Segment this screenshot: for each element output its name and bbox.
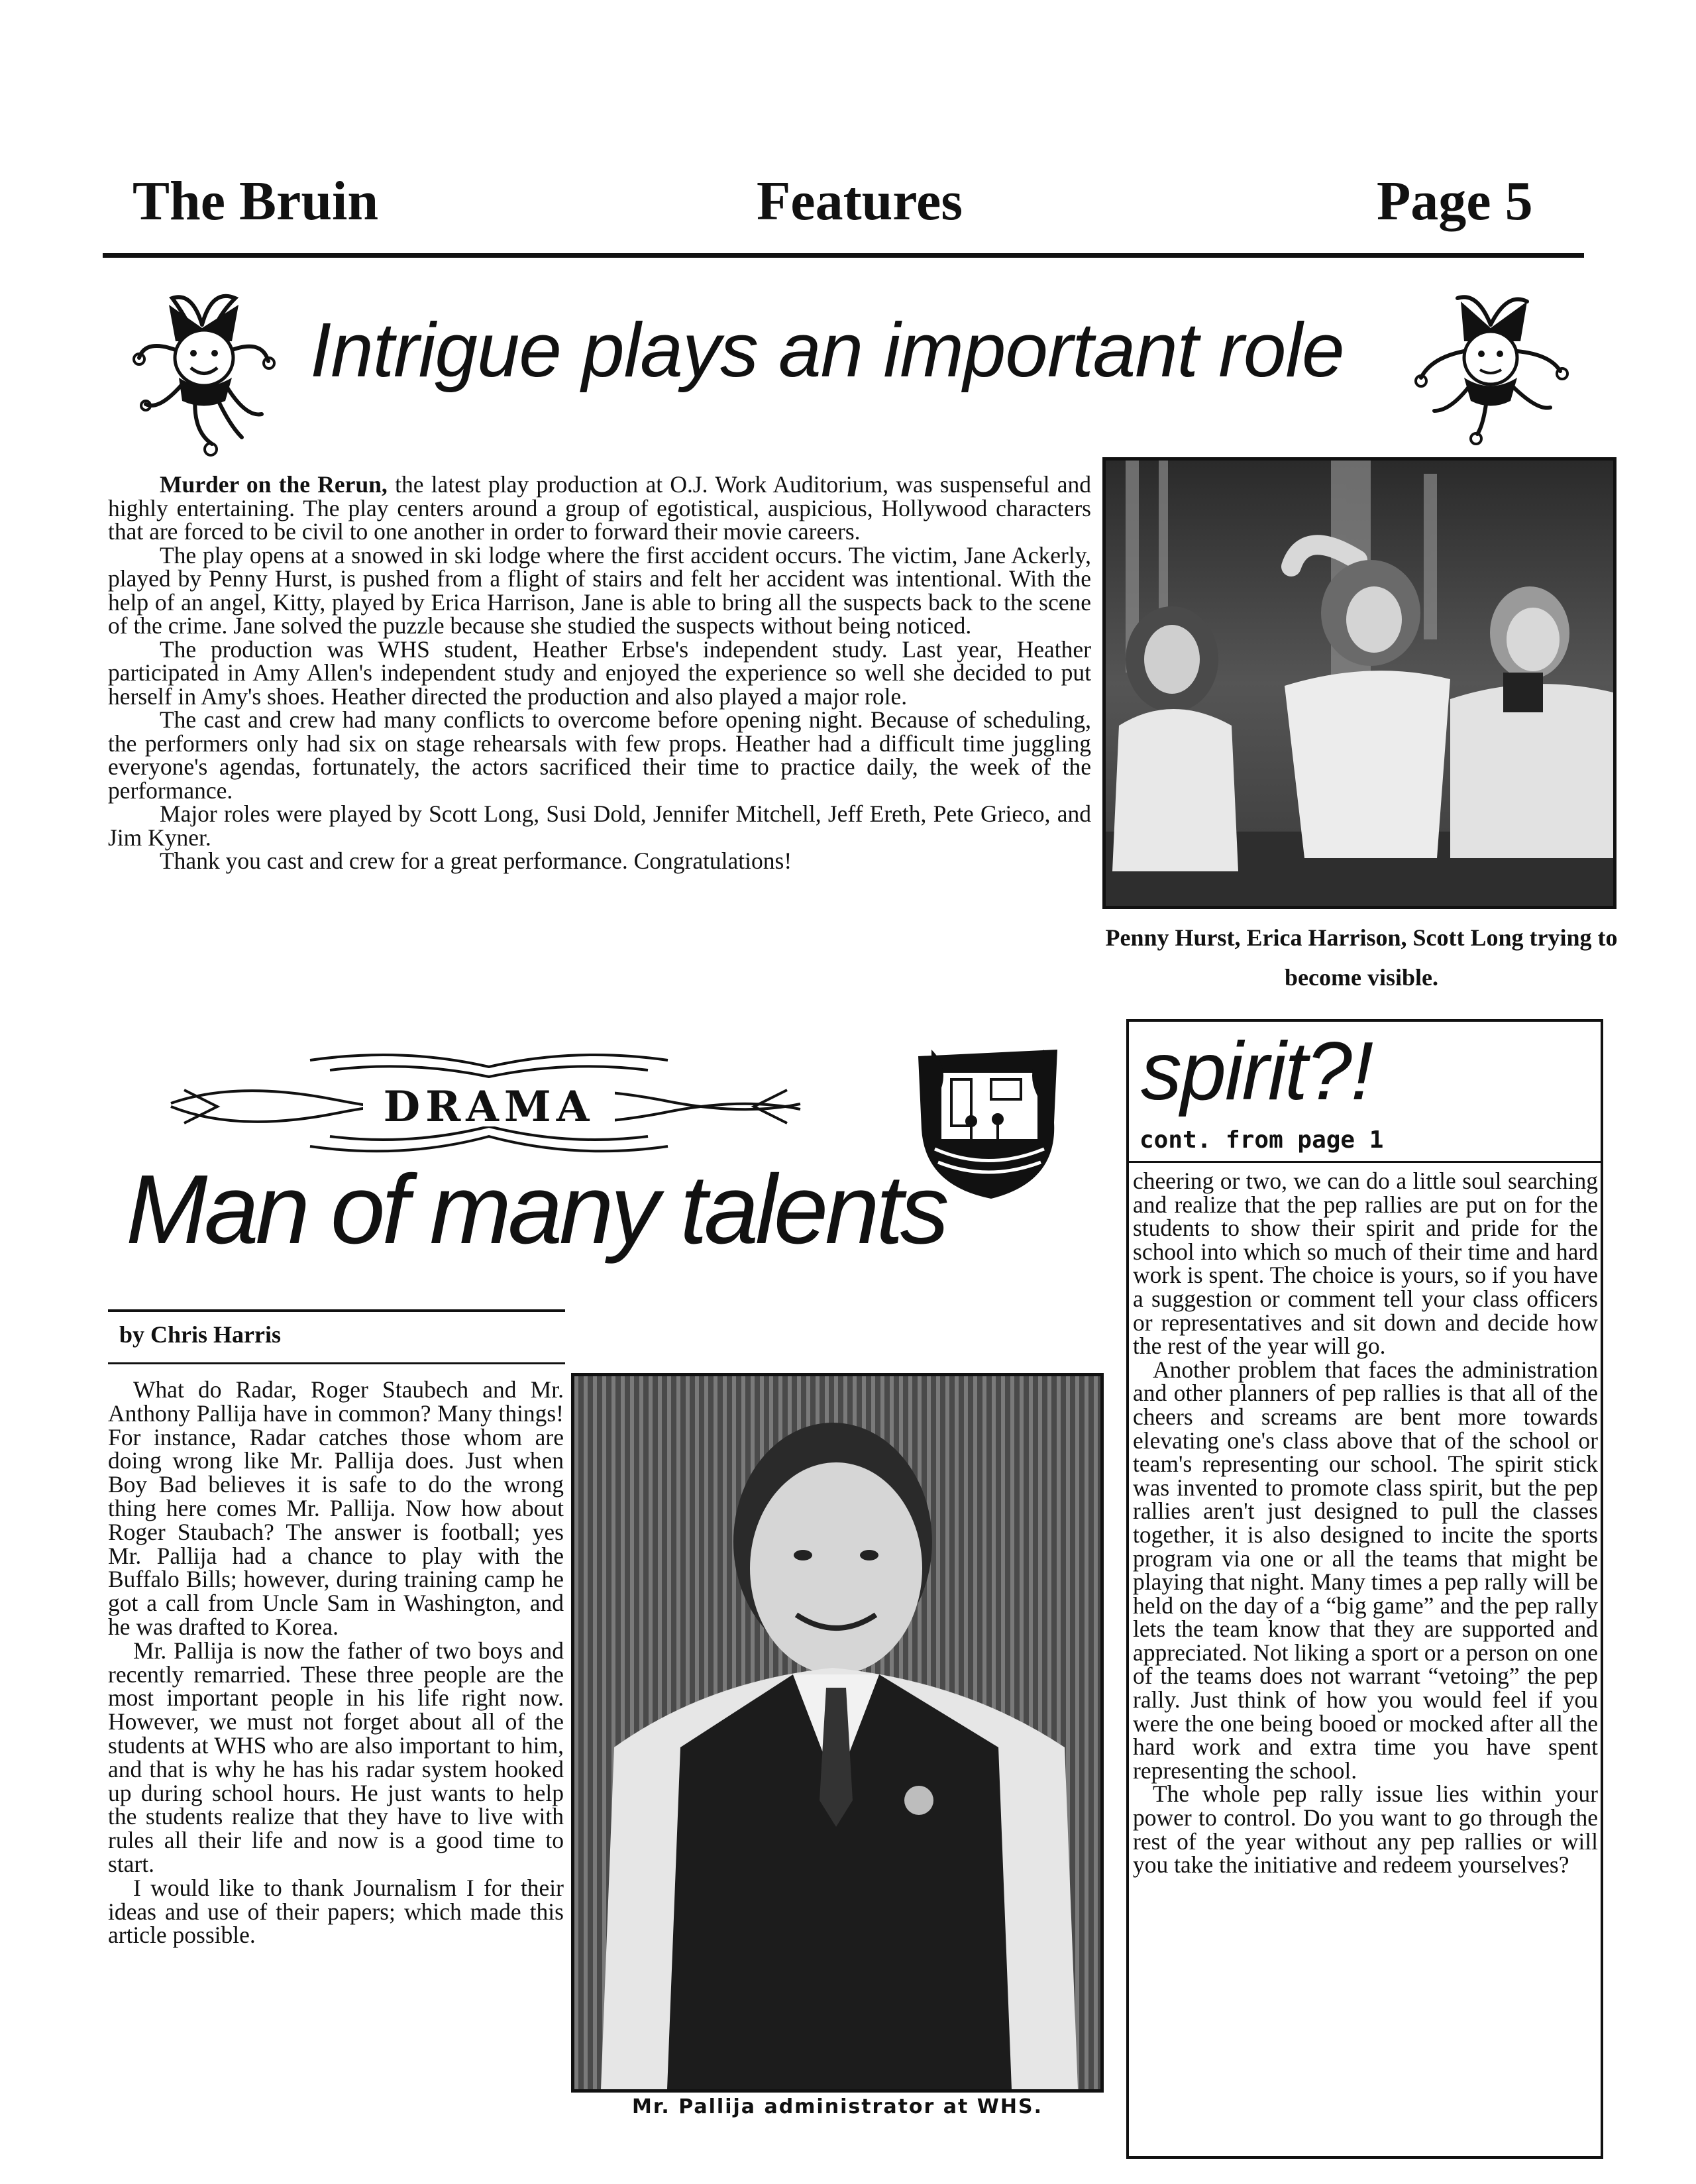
page-number: Page 5 <box>1377 170 1533 232</box>
article-talents-paragraph: What do Radar, Roger Staubech and Mr. Anthony Pallija have in common? Many things! For instance, Radar catches those whom are doing wrong like Mr. Pallija does. Just when Boy Bad believes it is safe to do the wrong thing here comes Mr. Pallija. Now how about Roger Staubach? The answer is football; yes Mr. Pallija had a chance to play with the Buffalo Bills; however, during training camp he got a call from Uncle Sam in Washington, and he was drafted to Korea. <box>108 1376 564 1640</box>
sidebar-rule <box>1126 1161 1603 1163</box>
byline-rule-bottom <box>108 1362 565 1364</box>
article-intrigue-paragraph: The cast and crew had many conflicts to overcome before opening night. Because of scheduling, the performers only had six on stage rehearsals with few props. Heather had a difficult time juggling everyone's agendas, fortunately, the actors sacrificed their time to practice daily, the week of the performance. <box>108 706 1091 804</box>
pallija-photo-caption: Mr. Pallija administrator at WHS. <box>631 2095 1043 2118</box>
article-talents-paragraph: I would like to thank Journalism I for their ideas and use of their papers; which made this article possible. <box>108 1874 564 1949</box>
play-title: Murder on the Rerun, <box>160 471 388 498</box>
section-name: Features <box>757 170 963 232</box>
article-intrigue-paragraph: Thank you cast and crew for a great performance. Congratulations! <box>160 847 792 874</box>
article-intrigue-lead: the latest play production at O.J. Work Auditorium, was suspenseful and highly entertaining. The play centers around a group of egotistical, auspicious, Hollywood characters that are forced to be civil to one another in order to forward their movie careers. <box>108 471 1091 545</box>
cast-photo-caption: Penny Hurst, Erica Harrison, Scott Long trying to become visible. <box>1105 924 1618 991</box>
byline: by Chris Harris <box>119 1321 282 1348</box>
article-intrigue-paragraph <box>108 473 1091 544</box>
sidebar-paragraph: The whole pep rally issue lies within your power to control. Do you want to go through the rest of the year without any pep rallies or will you take the initiative and redeem yourselves? <box>1133 1780 1598 1879</box>
article-intrigue-paragraph: The production was WHS student, Heather Erbse's independent study. Last year, Heather participated in Amy Allen's independent study and enjoyed the experience so well she decided to put herself in Amy's shoes. Heather directed the production and also played a major role. <box>108 635 1091 710</box>
pallija-photo <box>571 1373 1104 2093</box>
sidebar-body <box>1133 1170 1598 1877</box>
sidebar-paragraph: cheering or two, we can do a little soul searching and realize that the pep rallies are put on for the students to show their spirit and pride for the school into which so much of their time and hard work is spent. The choice is yours, so if you have a suggestion or comment tell your class officers or representatives and sit down and decide how the rest of the year will go. <box>1133 1168 1598 1360</box>
cast-photo-image <box>1106 461 1613 906</box>
cast-photo <box>1102 457 1616 909</box>
article-intrigue-paragraph: The play opens at a snowed in ski lodge where the first accident occurs. The victim, Jane Ackerly, played by Penny Hurst, is pushed from a flight of stairs and felt her accident was intentional. With the help of an angel, Kitty, played by Erica Harrison, Jane is able to bring all the suspects back to the scene of the crime. Jane solved the puzzle because she studied the suspects without being noticed. <box>108 541 1091 639</box>
headline-intrigue: Intrigue plays an important role <box>310 307 1344 393</box>
byline-rule-top <box>108 1309 565 1312</box>
article-intrigue-paragraph: Major roles were played by Scott Long, Susi Dold, Jennifer Mitchell, Jeff Ereth, Pete Grieco, and Jim Kyner. <box>108 800 1091 851</box>
masthead-rule <box>103 253 1584 258</box>
jester-left-illustration <box>119 278 285 464</box>
continued-note: cont. from page 1 <box>1140 1126 1384 1154</box>
headline-man-of-many-talents: Man of many talents <box>126 1155 946 1264</box>
jester-right-illustration <box>1398 285 1577 451</box>
article-intrigue-body <box>108 473 1091 873</box>
drama-banner-text: DRAMA <box>383 1082 595 1132</box>
article-talents-body <box>108 1378 564 1947</box>
sidebar-title: spirit?! <box>1141 1026 1373 1117</box>
article-talents-paragraph: Mr. Pallija is now the father of two boys and recently remarried. These three people are the most important people in his life right now. However, we must not forget about all of the students at WHS who are also important to him, and that is why he has his radar system hooked up during school hours. He just wants to help the students realize that they have to live with rules all their life and now is a good time to start. <box>108 1637 564 1877</box>
drama-banner-ornament <box>158 1040 814 1160</box>
pallija-photo-image <box>574 1376 1100 2089</box>
paper-name: The Bruin <box>132 170 379 232</box>
sidebar-paragraph: Another problem that faces the administration and other planners of pep rallies is that all of the cheers and screams are bent more towards elevating one's class above that of the school or team's representing our school. The spirit stick was invented to promote class spirit, but the pep rallies aren't just designed to pull the classes together, it is also designed to incite the sports program via one or all the teams that might be playing that night. Many times a pep rally will be held on the day of a “big game” and the pep rally lets the team know that they are supported and appreciated. Not liking a sport or a person on one of the teams does not warrant “vetoing” the pep rally. Just think of how you would feel if you were the one being booed or mocked after all the hard work and extra time you have spent representing the school. <box>1133 1356 1598 1784</box>
